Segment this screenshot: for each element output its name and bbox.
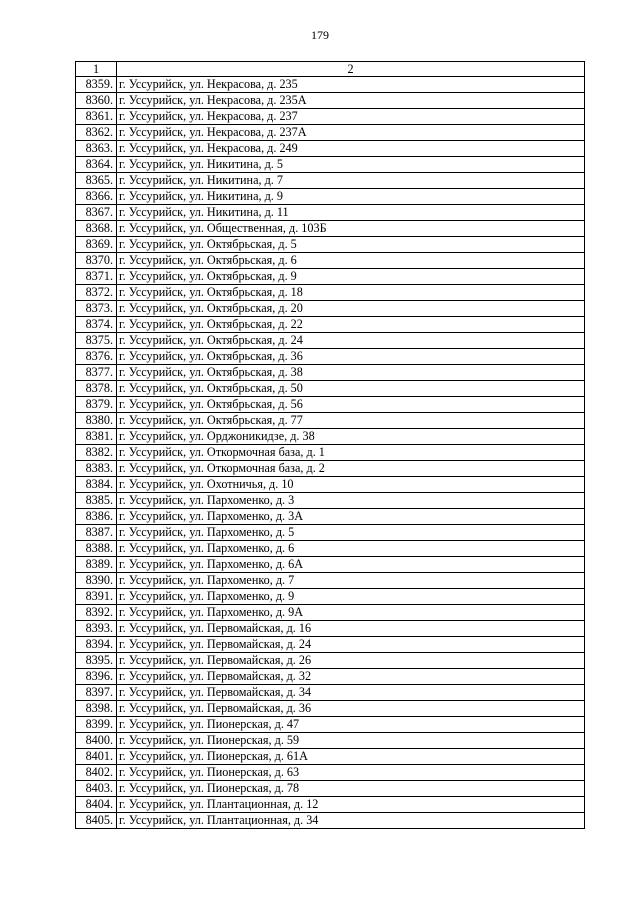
row-address: г. Уссурийск, ул. Откормочная база, д. 2 [117,461,585,477]
row-address: г. Уссурийск, ул. Пархоменко, д. 5 [117,525,585,541]
table-row [76,605,585,621]
row-address: г. Уссурийск, ул. Октябрьская, д. 38 [117,365,585,381]
row-number: 8381. [76,429,117,445]
row-number: 8396. [76,669,117,685]
row-address: г. Уссурийск, ул. Пионерская, д. 61А [117,749,585,765]
table-row [76,573,585,589]
page-number: 179 [311,28,329,42]
row-address: г. Уссурийск, ул. Пионерская, д. 78 [117,781,585,797]
table-row [76,141,585,157]
row-number: 8391. [76,589,117,605]
row-number: 8371. [76,269,117,285]
row-number: 8364. [76,157,117,173]
table-row [76,701,585,717]
row-number: 8386. [76,509,117,525]
row-number: 8403. [76,781,117,797]
row-number: 8375. [76,333,117,349]
row-number: 8389. [76,557,117,573]
row-number: 8363. [76,141,117,157]
row-address: г. Уссурийск, ул. Октябрьская, д. 9 [117,269,585,285]
table-row [76,445,585,461]
table-row [76,477,585,493]
row-address: г. Уссурийск, ул. Октябрьская, д. 24 [117,333,585,349]
row-number: 8360. [76,93,117,109]
row-address: г. Уссурийск, ул. Первомайская, д. 16 [117,621,585,637]
table-row [76,301,585,317]
table-body [76,77,585,829]
row-address: г. Уссурийск, ул. Некрасова, д. 249 [117,141,585,157]
row-number: 8372. [76,285,117,301]
table-row [76,205,585,221]
address-table [75,61,585,829]
row-address: г. Уссурийск, ул. Некрасова, д. 235 [117,77,585,93]
row-number: 8380. [76,413,117,429]
table-row [76,461,585,477]
row-address: г. Уссурийск, ул. Октябрьская, д. 18 [117,285,585,301]
table-row [76,349,585,365]
row-address: г. Уссурийск, ул. Пархоменко, д. 7 [117,573,585,589]
row-address: г. Уссурийск, ул. Пархоменко, д. 9А [117,605,585,621]
table-row [76,125,585,141]
table-row [76,317,585,333]
table-row [76,669,585,685]
row-address: г. Уссурийск, ул. Пархоменко, д. 6А [117,557,585,573]
row-address: г. Уссурийск, ул. Пионерская, д. 63 [117,765,585,781]
row-number: 8368. [76,221,117,237]
table-row [76,269,585,285]
row-number: 8385. [76,493,117,509]
row-number: 8361. [76,109,117,125]
row-number: 8373. [76,301,117,317]
row-address: г. Уссурийск, ул. Первомайская, д. 26 [117,653,585,669]
table-row [76,813,585,829]
table-row [76,93,585,109]
table-row [76,157,585,173]
row-number: 8398. [76,701,117,717]
row-address: г. Уссурийск, ул. Общественная, д. 103Б [117,221,585,237]
row-address: г. Уссурийск, ул. Некрасова, д. 237А [117,125,585,141]
table-row [76,653,585,669]
column-header-address: 2 [117,62,585,77]
row-number: 8369. [76,237,117,253]
row-number: 8359. [76,77,117,93]
row-number: 8395. [76,653,117,669]
row-number: 8405. [76,813,117,829]
table-row [76,557,585,573]
table-row [76,765,585,781]
row-number: 8387. [76,525,117,541]
row-number: 8394. [76,637,117,653]
table-row [76,237,585,253]
table-row [76,541,585,557]
table-row [76,381,585,397]
row-address: г. Уссурийск, ул. Никитина, д. 7 [117,173,585,189]
table-row [76,797,585,813]
row-address: г. Уссурийск, ул. Октябрьская, д. 77 [117,413,585,429]
row-address: г. Уссурийск, ул. Первомайская, д. 34 [117,685,585,701]
table-row [76,285,585,301]
row-address: г. Уссурийск, ул. Первомайская, д. 24 [117,637,585,653]
column-header-number: 1 [76,62,117,77]
table-row [76,173,585,189]
row-address: г. Уссурийск, ул. Никитина, д. 11 [117,205,585,221]
table-row [76,333,585,349]
table-row [76,429,585,445]
row-number: 8404. [76,797,117,813]
row-address: г. Уссурийск, ул. Никитина, д. 5 [117,157,585,173]
row-number: 8367. [76,205,117,221]
row-number: 8392. [76,605,117,621]
table-row [76,637,585,653]
row-number: 8399. [76,717,117,733]
row-address: г. Уссурийск, ул. Никитина, д. 9 [117,189,585,205]
row-number: 8397. [76,685,117,701]
row-address: г. Уссурийск, ул. Октябрьская, д. 50 [117,381,585,397]
row-number: 8401. [76,749,117,765]
row-number: 8400. [76,733,117,749]
table-row [76,493,585,509]
row-number: 8378. [76,381,117,397]
table-row [76,525,585,541]
row-number: 8393. [76,621,117,637]
row-address: г. Уссурийск, ул. Пархоменко, д. 6 [117,541,585,557]
row-number: 8390. [76,573,117,589]
row-number: 8365. [76,173,117,189]
row-address: г. Уссурийск, ул. Орджоникидзе, д. 38 [117,429,585,445]
table-row [76,253,585,269]
row-address: г. Уссурийск, ул. Некрасова, д. 237 [117,109,585,125]
row-number: 8383. [76,461,117,477]
row-address: г. Уссурийск, ул. Пархоменко, д. 3А [117,509,585,525]
row-address: г. Уссурийск, ул. Октябрьская, д. 6 [117,253,585,269]
row-address: г. Уссурийск, ул. Некрасова, д. 235А [117,93,585,109]
row-address: г. Уссурийск, ул. Октябрьская, д. 5 [117,237,585,253]
row-number: 8376. [76,349,117,365]
table-row [76,189,585,205]
table-row [76,717,585,733]
row-address: г. Уссурийск, ул. Пионерская, д. 47 [117,717,585,733]
row-number: 8362. [76,125,117,141]
row-number: 8377. [76,365,117,381]
row-address: г. Уссурийск, ул. Пархоменко, д. 3 [117,493,585,509]
row-number: 8370. [76,253,117,269]
row-number: 8384. [76,477,117,493]
table-row [76,509,585,525]
row-address: г. Уссурийск, ул. Плантационная, д. 12 [117,797,585,813]
table-row [76,413,585,429]
row-address: г. Уссурийск, ул. Откормочная база, д. 1 [117,445,585,461]
row-address: г. Уссурийск, ул. Октябрьская, д. 22 [117,317,585,333]
row-address: г. Уссурийск, ул. Первомайская, д. 32 [117,669,585,685]
row-address: г. Уссурийск, ул. Пархоменко, д. 9 [117,589,585,605]
row-address: г. Уссурийск, ул. Охотничья, д. 10 [117,477,585,493]
table-row [76,589,585,605]
row-address: г. Уссурийск, ул. Октябрьская, д. 56 [117,397,585,413]
table-header-row [76,62,585,77]
table-row [76,733,585,749]
row-address: г. Уссурийск, ул. Октябрьская, д. 36 [117,349,585,365]
row-address: г. Уссурийск, ул. Октябрьская, д. 20 [117,301,585,317]
row-address: г. Уссурийск, ул. Первомайская, д. 36 [117,701,585,717]
table-row [76,397,585,413]
table-row [76,221,585,237]
row-number: 8388. [76,541,117,557]
row-number: 8379. [76,397,117,413]
table-row [76,109,585,125]
table-row [76,365,585,381]
table-row [76,685,585,701]
table-row [76,781,585,797]
row-number: 8402. [76,765,117,781]
table-row [76,621,585,637]
table-row [76,77,585,93]
row-address: г. Уссурийск, ул. Пионерская, д. 59 [117,733,585,749]
row-number: 8374. [76,317,117,333]
table-row [76,749,585,765]
row-number: 8366. [76,189,117,205]
row-address: г. Уссурийск, ул. Плантационная, д. 34 [117,813,585,829]
row-number: 8382. [76,445,117,461]
